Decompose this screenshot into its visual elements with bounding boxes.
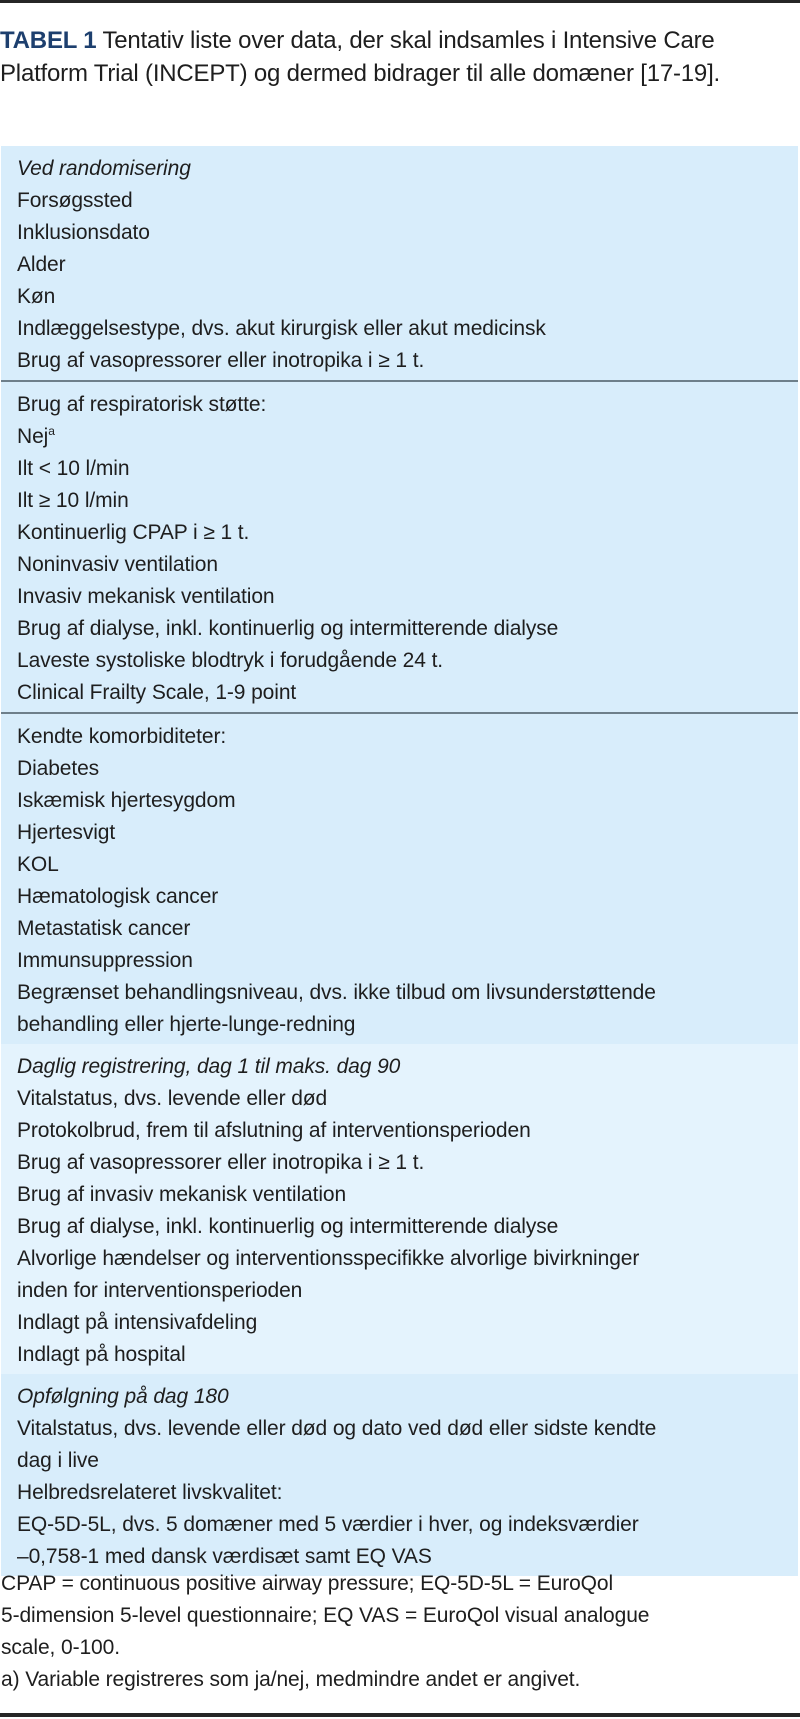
section-followup-day-180 [1,1374,798,1576]
caption-text: Tentativ liste over data, der skal indsamles i Intensive Care Platform Trial (INCEPT) og dermed bidrager til alle domæner [17-19]. [0,27,721,87]
footnote-marker: a [48,424,55,438]
table-row: Laveste systoliske blodtryk i forudgående 24 t. [17,649,444,672]
section-comorbidities [1,714,798,1044]
table-row: Indlagt på intensivafdeling [17,1311,258,1334]
table-row: EQ-5D-5L, dvs. 5 domæner med 5 værdier i hver, og indeksværdier [17,1513,639,1536]
table-row: Vitalstatus, dvs. levende eller død [17,1087,328,1110]
table-row: Hjertesvigt [17,821,116,844]
table-row: Diabetes [17,757,100,780]
table-row: Protokolbrud, frem til afslutning af interventionsperioden [17,1119,531,1142]
table-row: KOL [17,853,59,876]
table-row: Immunsuppression [17,949,193,972]
table-row: Ilt ≥ 10 l/min [17,489,129,512]
table-caption [0,24,790,90]
table-row: Begrænset behandlingsniveau, dvs. ikke tilbud om livsunderstøttende [17,981,656,1004]
table-row: Iskæmisk hjertesygdom [17,789,236,812]
table-row: Inklusionsdato [17,221,150,244]
caption-label: TABEL 1 [0,27,97,54]
section-heading: Daglig registrering, dag 1 til maks. dag 90 [17,1055,401,1078]
footnote-line: scale, 0-100. [1,1636,120,1659]
section-heading: Kendte komorbiditeter: [17,725,227,748]
table-row: Alvorlige hændelser og interventionsspecifikke alvorlige bivirkninger [17,1247,640,1270]
table-row: Alder [17,253,66,276]
table-row: Metastatisk cancer [17,917,191,940]
table-row: Brug af dialyse, inkl. kontinuerlig og intermitterende dialyse [17,1215,559,1238]
table-row: Køn [17,285,56,308]
section-heading: Ved randomisering [17,157,191,180]
table-row: Brug af vasopressorer eller inotropika i ≥ 1 t. [17,349,425,372]
table-row: Noninvasiv ventilation [17,553,218,576]
table-row: behandling eller hjerte-lunge-redning [17,1013,356,1036]
table-row: Hæmatologisk cancer [17,885,219,908]
top-rule [0,0,800,3]
table-row [17,421,798,453]
table-row: Brug af dialyse, inkl. kontinuerlig og intermitterende dialyse [17,617,559,640]
section-heading: Brug af respiratorisk støtte: [17,393,267,416]
table-row: Brug af vasopressorer eller inotropika i ≥ 1 t. [17,1151,425,1174]
table-footnotes [1,1568,791,1696]
section-respiratory-support [1,382,798,714]
table-row: Indlæggelsestype, dvs. akut kirurgisk eller akut medicinsk [17,317,546,340]
table-row: Vitalstatus, dvs. levende eller død og dato ved død eller sidste kendte [17,1417,657,1440]
table-row: dag i live [17,1449,99,1472]
footnote-line: a) Variable registreres som ja/nej, medmindre andet er angivet. [1,1668,581,1691]
footnote-line: CPAP = continuous positive airway pressure; EQ-5D-5L = EuroQol [1,1572,614,1595]
table-row: Kontinuerlig CPAP i ≥ 1 t. [17,521,250,544]
table-row: Ilt < 10 l/min [17,457,130,480]
table-row: –0,758-1 med dansk værdisæt samt EQ VAS [17,1545,432,1568]
table-row: Indlagt på hospital [17,1343,186,1366]
bottom-rule [0,1713,800,1717]
section-heading: Opfølgning på dag 180 [17,1385,229,1408]
table-row: Brug af invasiv mekanisk ventilation [17,1183,347,1206]
table-row: Helbredsrelateret livskvalitet: [17,1481,283,1504]
data-table [1,146,798,1576]
table-row: inden for interventionsperioden [17,1279,303,1302]
footnote-line: 5-dimension 5-level questionnaire; EQ VAS = EuroQol visual analogue [1,1604,650,1627]
row-text: Nej [17,425,49,448]
table-row: Invasiv mekanisk ventilation [17,585,275,608]
section-randomisation [1,146,798,382]
section-daily-registration [1,1044,798,1374]
table-row: Forsøgssted [17,189,133,212]
table-row: Clinical Frailty Scale, 1-9 point [17,681,297,704]
